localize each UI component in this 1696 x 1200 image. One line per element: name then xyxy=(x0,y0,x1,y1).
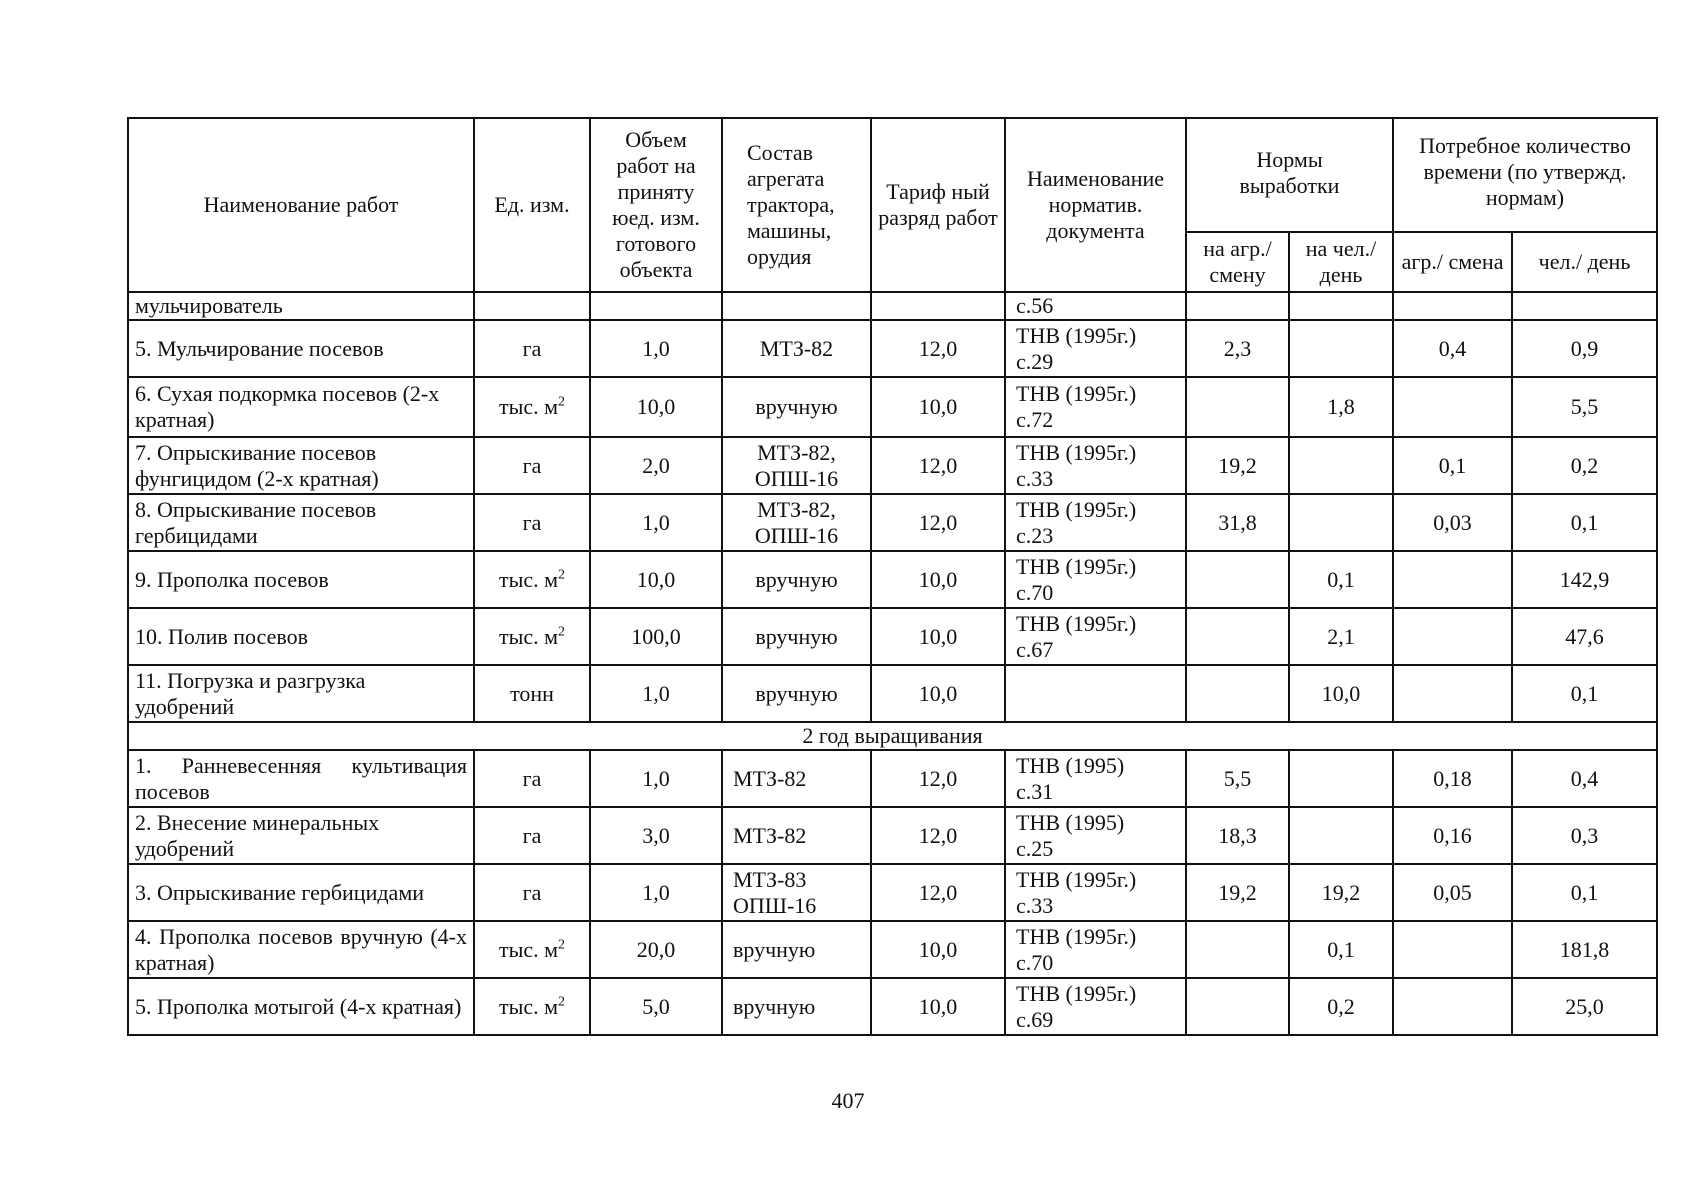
doc-page: с.33 xyxy=(1016,892,1054,918)
time-man-cell: 5,5 xyxy=(1512,377,1657,437)
unit-cell xyxy=(474,978,590,1035)
doc-source: ТНВ (1995г.) xyxy=(1016,496,1137,522)
norm-man-cell: 0,2 xyxy=(1289,978,1393,1035)
table-row xyxy=(128,377,1657,437)
work-name: 10. Полив посевов xyxy=(128,608,474,665)
table-row xyxy=(128,921,1657,978)
norm-agr-cell: 2,3 xyxy=(1186,320,1289,377)
volume-cell: 100,0 xyxy=(590,608,722,665)
grade-cell: 10,0 xyxy=(871,921,1005,978)
doc-cell xyxy=(1005,494,1186,551)
volume-cell: 2,0 xyxy=(590,437,722,494)
unit-superscript: 2 xyxy=(558,937,566,953)
time-man-cell: 47,6 xyxy=(1512,608,1657,665)
doc-cell xyxy=(1005,320,1186,377)
grade-cell: 12,0 xyxy=(871,864,1005,921)
unit-cell xyxy=(474,807,590,864)
norm-man-cell: 19,2 xyxy=(1289,864,1393,921)
time-agr-cell: 0,05 xyxy=(1393,864,1512,921)
work-name: 8. Опрыскивание посевов гербицидами xyxy=(128,494,474,551)
norm-man-cell xyxy=(1289,750,1393,807)
work-name: 5. Мульчирование посевов xyxy=(128,320,474,377)
doc-page: с.33 xyxy=(1016,465,1054,491)
volume-cell: 10,0 xyxy=(590,377,722,437)
doc-cell xyxy=(1005,292,1186,320)
grade-cell: 10,0 xyxy=(871,978,1005,1035)
doc-source: ТНВ (1995г.) xyxy=(1016,980,1137,1006)
time-man-cell: 0,2 xyxy=(1512,437,1657,494)
table-row xyxy=(128,665,1657,722)
unit-cell xyxy=(474,864,590,921)
time-man-cell: 0,1 xyxy=(1512,864,1657,921)
time-agr-cell xyxy=(1393,608,1512,665)
doc-source: ТНВ (1995) xyxy=(1016,809,1125,835)
norm-agr-cell xyxy=(1186,921,1289,978)
table-row xyxy=(128,864,1657,921)
doc-cell xyxy=(1005,807,1186,864)
norm-agr-cell: 19,2 xyxy=(1186,864,1289,921)
unit-text: тонн xyxy=(510,680,554,706)
header-norms-agr: на агр./ смену xyxy=(1186,232,1289,292)
volume-cell: 1,0 xyxy=(590,864,722,921)
grade-cell: 12,0 xyxy=(871,807,1005,864)
unit-cell xyxy=(474,320,590,377)
grade-cell: 10,0 xyxy=(871,665,1005,722)
work-name: 2. Внесение минеральных удобрений xyxy=(128,807,474,864)
unit-text: тыс. м xyxy=(498,566,559,592)
unit-cell xyxy=(474,750,590,807)
doc-source: ТНВ (1995г.) xyxy=(1016,610,1137,636)
norm-agr-cell: 19,2 xyxy=(1186,437,1289,494)
unit-cell xyxy=(474,665,590,722)
header-norms-man: на чел./ день xyxy=(1289,232,1393,292)
unit-superscript: 2 xyxy=(558,567,566,583)
volume-cell: 10,0 xyxy=(590,551,722,608)
norm-man-cell xyxy=(1289,494,1393,551)
grade-cell: 10,0 xyxy=(871,608,1005,665)
aggregate-cell: вручную xyxy=(722,978,871,1035)
aggregate-cell: МТЗ-82 xyxy=(722,750,871,807)
aggregate-cell: МТЗ-82 xyxy=(722,320,871,377)
doc-page: с.23 xyxy=(1016,522,1054,548)
table-row xyxy=(128,750,1657,807)
volume-cell: 20,0 xyxy=(590,921,722,978)
volume-cell: 5,0 xyxy=(590,978,722,1035)
doc-page: с.25 xyxy=(1016,835,1054,861)
doc-cell xyxy=(1005,551,1186,608)
norm-agr-cell: 5,5 xyxy=(1186,750,1289,807)
header-name: Наименование работ xyxy=(128,118,474,292)
time-agr-cell xyxy=(1393,377,1512,437)
table-row xyxy=(128,807,1657,864)
unit-text: га xyxy=(522,822,542,848)
aggregate-cell: МТЗ-82, ОПШ-16 xyxy=(722,437,871,494)
doc-source: ТНВ (1995г.) xyxy=(1016,866,1137,892)
norm-man-cell xyxy=(1289,437,1393,494)
aggregate-cell: вручную xyxy=(722,608,871,665)
norm-agr-cell xyxy=(1186,377,1289,437)
norm-agr-cell xyxy=(1186,608,1289,665)
doc-source: с.56 xyxy=(1016,293,1054,318)
unit-cell xyxy=(474,921,590,978)
norm-man-cell xyxy=(1289,807,1393,864)
norm-man-cell xyxy=(1289,320,1393,377)
time-man-cell: 181,8 xyxy=(1512,921,1657,978)
doc-page: с.29 xyxy=(1016,348,1054,374)
table-row xyxy=(128,292,1657,320)
time-man-cell: 0,1 xyxy=(1512,494,1657,551)
time-man-cell: 25,0 xyxy=(1512,978,1657,1035)
norm-man-cell: 1,8 xyxy=(1289,377,1393,437)
unit-cell xyxy=(474,437,590,494)
aggregate-cell: вручную xyxy=(722,377,871,437)
header-row xyxy=(128,118,1657,232)
norm-man-cell: 0,1 xyxy=(1289,551,1393,608)
table-row xyxy=(128,978,1657,1035)
norm-man-cell: 10,0 xyxy=(1289,665,1393,722)
time-man-cell: 0,4 xyxy=(1512,750,1657,807)
volume-cell: 1,0 xyxy=(590,665,722,722)
page-number: 407 xyxy=(831,1088,865,1113)
header-volume: Объем работ на приняту юед. изм. готового объекта xyxy=(590,118,722,292)
header-unit: Ед. изм. xyxy=(474,118,590,292)
norm-agr-cell xyxy=(1186,292,1289,320)
doc-cell xyxy=(1005,864,1186,921)
time-agr-cell xyxy=(1393,551,1512,608)
doc-cell xyxy=(1005,750,1186,807)
aggregate-cell: МТЗ-82 xyxy=(722,807,871,864)
norm-agr-cell xyxy=(1186,551,1289,608)
time-agr-cell xyxy=(1393,292,1512,320)
work-name: 5. Прополка мотыгой (4-х кратная) xyxy=(128,978,474,1035)
grade-cell xyxy=(871,292,1005,320)
time-agr-cell xyxy=(1393,978,1512,1035)
norm-man-cell: 0,1 xyxy=(1289,921,1393,978)
table-row xyxy=(128,494,1657,551)
doc-source: ТНВ (1995г.) xyxy=(1016,322,1137,348)
doc-page: с.72 xyxy=(1016,407,1054,432)
unit-text: тыс. м xyxy=(498,936,559,962)
aggregate-cell: МТЗ-82, ОПШ-16 xyxy=(722,494,871,551)
work-name: 1. Ранневесенняя культивация посевов xyxy=(128,750,474,807)
table-row xyxy=(128,608,1657,665)
header-aggregate: Состав агрегата трактора, машины, орудия xyxy=(722,118,871,292)
doc-page: с.69 xyxy=(1016,1006,1054,1032)
header-need: Потребное количество времени (по утвержд. нормам) xyxy=(1393,118,1657,232)
grade-cell: 12,0 xyxy=(871,437,1005,494)
work-name: 4. Прополка посевов вручную (4-х кратная) xyxy=(128,921,474,978)
doc-source: ТНВ (1995г.) xyxy=(1016,439,1137,465)
work-name: мульчирователь xyxy=(128,292,474,320)
unit-text: га xyxy=(522,452,542,478)
volume-cell: 1,0 xyxy=(590,320,722,377)
doc-cell xyxy=(1005,978,1186,1035)
unit-text: тыс. м xyxy=(498,623,559,649)
time-agr-cell: 0,03 xyxy=(1393,494,1512,551)
section-title: 2 год выращивания xyxy=(128,722,1657,750)
unit-text: га xyxy=(522,335,542,361)
grade-cell: 10,0 xyxy=(871,377,1005,437)
unit-superscript: 2 xyxy=(558,624,566,640)
table-body xyxy=(128,118,1657,1035)
unit-cell xyxy=(474,377,590,437)
aggregate-cell: МТЗ-83 ОПШ-16 xyxy=(722,864,871,921)
unit-superscript: 2 xyxy=(558,394,566,410)
doc-cell xyxy=(1005,921,1186,978)
doc-source: ТНВ (1995г.) xyxy=(1016,381,1137,406)
doc-page: с.67 xyxy=(1016,636,1054,662)
norm-man-cell xyxy=(1289,292,1393,320)
unit-cell xyxy=(474,551,590,608)
norm-agr-cell: 18,3 xyxy=(1186,807,1289,864)
table-row xyxy=(128,551,1657,608)
table-row xyxy=(128,320,1657,377)
doc-source: ТНВ (1995г.) xyxy=(1016,553,1137,579)
work-name: 11. Погрузка и разгрузка удобрений xyxy=(128,665,474,722)
time-man-cell: 0,9 xyxy=(1512,320,1657,377)
header-norms: Нормы выработки xyxy=(1186,118,1393,232)
doc-cell xyxy=(1005,608,1186,665)
grade-cell: 12,0 xyxy=(871,320,1005,377)
time-agr-cell xyxy=(1393,665,1512,722)
volume-cell: 3,0 xyxy=(590,807,722,864)
aggregate-cell: вручную xyxy=(722,665,871,722)
unit-text: тыс. м xyxy=(498,993,559,1019)
unit-text: тыс. м xyxy=(498,394,559,419)
aggregate-cell: вручную xyxy=(722,551,871,608)
section-row xyxy=(128,722,1657,750)
time-man-cell: 0,3 xyxy=(1512,807,1657,864)
table-row xyxy=(128,437,1657,494)
header-need-man: чел./ день xyxy=(1512,232,1657,292)
unit-cell xyxy=(474,608,590,665)
time-agr-cell: 0,18 xyxy=(1393,750,1512,807)
unit-cell xyxy=(474,494,590,551)
volume-cell xyxy=(590,292,722,320)
unit-cell xyxy=(474,292,590,320)
header-need-agr: агр./ смена xyxy=(1393,232,1512,292)
header-doc: Наименование норматив. документа xyxy=(1005,118,1186,292)
aggregate-cell: вручную xyxy=(722,921,871,978)
doc-source: ТНВ (1995г.) xyxy=(1016,923,1137,949)
work-name: 9. Прополка посевов xyxy=(128,551,474,608)
doc-cell xyxy=(1005,665,1186,722)
time-agr-cell: 0,16 xyxy=(1393,807,1512,864)
norm-agr-cell xyxy=(1186,665,1289,722)
time-agr-cell xyxy=(1393,921,1512,978)
work-name: 6. Сухая подкормка посевов (2-х кратная) xyxy=(128,377,474,437)
aggregate-cell xyxy=(722,292,871,320)
norm-agr-cell xyxy=(1186,978,1289,1035)
grade-cell: 12,0 xyxy=(871,750,1005,807)
grade-cell: 10,0 xyxy=(871,551,1005,608)
work-name: 7. Опрыскивание посевов фунгицидом (2-х кратная) xyxy=(128,437,474,494)
grade-cell: 12,0 xyxy=(871,494,1005,551)
doc-page: с.31 xyxy=(1016,778,1054,804)
doc-source: ТНВ (1995) xyxy=(1016,752,1125,778)
time-agr-cell: 0,1 xyxy=(1393,437,1512,494)
doc-cell xyxy=(1005,377,1186,437)
doc-page: с.70 xyxy=(1016,579,1054,605)
unit-text: га xyxy=(522,765,542,791)
work-name: 3. Опрыскивание гербицидами xyxy=(128,864,474,921)
norm-man-cell: 2,1 xyxy=(1289,608,1393,665)
header-grade: Тариф ный разряд работ xyxy=(871,118,1005,292)
doc-cell xyxy=(1005,437,1186,494)
time-man-cell: 142,9 xyxy=(1512,551,1657,608)
works-table xyxy=(127,117,1658,1036)
time-agr-cell: 0,4 xyxy=(1393,320,1512,377)
time-man-cell xyxy=(1512,292,1657,320)
time-man-cell: 0,1 xyxy=(1512,665,1657,722)
volume-cell: 1,0 xyxy=(590,494,722,551)
unit-text: га xyxy=(522,879,542,905)
norm-agr-cell: 31,8 xyxy=(1186,494,1289,551)
unit-text: га xyxy=(522,509,542,535)
volume-cell: 1,0 xyxy=(590,750,722,807)
unit-superscript: 2 xyxy=(558,994,566,1010)
doc-page: с.70 xyxy=(1016,949,1054,975)
